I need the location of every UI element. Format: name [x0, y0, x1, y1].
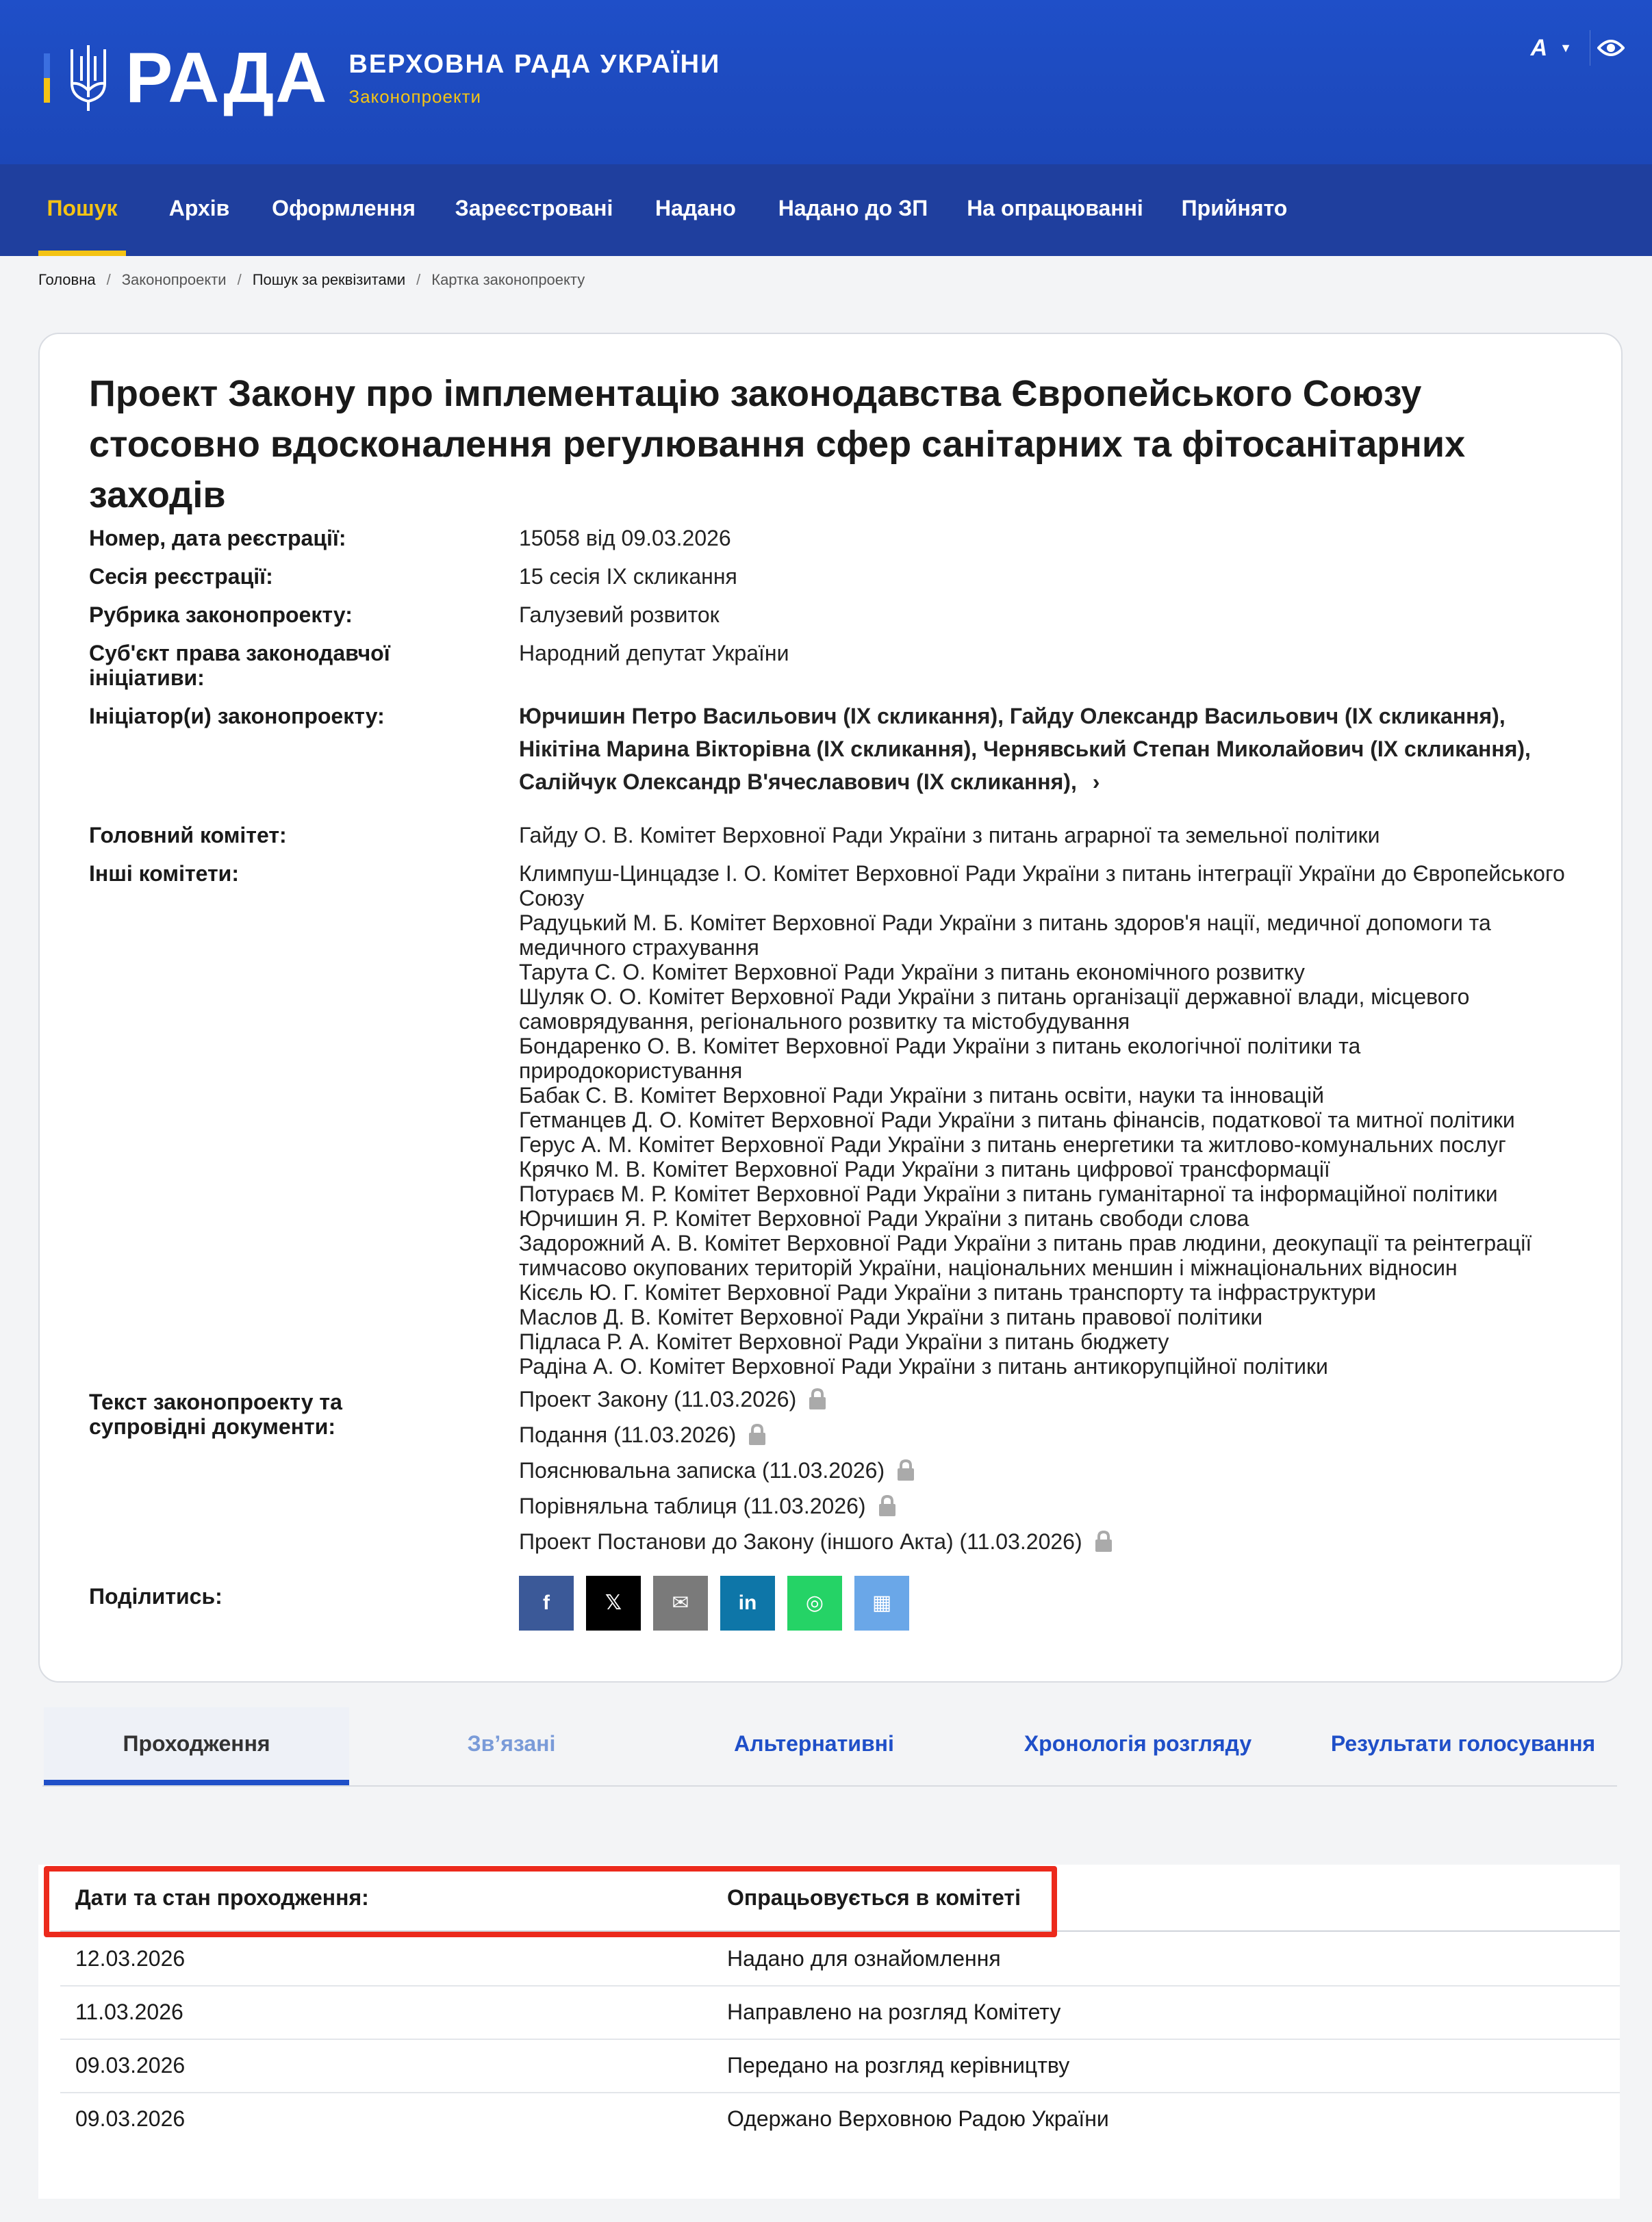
table-row	[60, 2092, 1620, 2145]
trident-icon	[66, 42, 110, 114]
status-head-label: Дати та стан проходження:	[75, 1885, 369, 1910]
committee-item: Підласа Р. А. Комітет Верховної Ради України з питань бюджету	[519, 1329, 1169, 1354]
lock-icon	[1093, 1530, 1114, 1553]
breadcrumb-separator: /	[416, 271, 421, 288]
breadcrumb-separator: /	[106, 271, 111, 288]
font-size-switch[interactable]	[1513, 30, 1590, 66]
docs-list	[519, 1381, 1587, 1559]
bill-tabs	[42, 1707, 1617, 1787]
org-name: ВЕРХОВНА РАДА УКРАЇНИ	[348, 49, 721, 79]
docs-label: Текст законопроекту та супровідні документи:	[89, 1390, 342, 1439]
facebook-share-button[interactable]	[519, 1576, 574, 1631]
committee-item: Шуляк О. О. Комітет Верховної Ради України з питань організації державної влади, місцевого самоврядування, регіонального розвитку та містобудування	[519, 984, 1470, 1034]
doc-link[interactable]: Проект Постанови до Закону (іншого Акта) (11.03.2026)	[519, 1524, 1587, 1559]
tab-passage[interactable]: Проходження	[44, 1707, 349, 1784]
lock-icon	[877, 1494, 898, 1518]
session-value: 15 сесія IX скликання	[519, 564, 737, 589]
section-name: Законопроекти	[348, 86, 482, 107]
logo-word: РАДА	[125, 38, 329, 118]
committee-item: Кісєль Ю. Г. Комітет Верховної Ради України з питань транспорту та інфраструктури	[519, 1280, 1376, 1305]
committee-item: Маслов Д. В. Комітет Верховної Ради України з питань правової політики	[519, 1305, 1263, 1329]
main-committee-label: Головний комітет:	[89, 823, 287, 847]
committee-item: Крячко М. В. Комітет Верховної Ради України з питань цифрової трансформації	[519, 1157, 1330, 1182]
qr-icon: ▦	[872, 1592, 892, 1614]
committee-item: Климпуш-Цинцадзе І. О. Комітет Верховної Ради України з питань інтеграції України до Європейського Союзу	[519, 861, 1565, 910]
linkedin-icon: in	[738, 1592, 757, 1614]
status-state: Надано для ознайомлення	[727, 1946, 1001, 1971]
doc-link[interactable]: Порівняльна таблиця (11.03.2026)	[519, 1488, 1587, 1524]
chevron-down-icon: ▼	[1560, 40, 1572, 55]
reg-value: 15058 від 09.03.2026	[519, 526, 731, 550]
breadcrumb-current: Картка законопроекту	[431, 271, 585, 288]
tab-chronology[interactable]: Хронологія розгляду	[1024, 1731, 1252, 1756]
qr-share-button[interactable]	[854, 1576, 909, 1631]
table-row	[60, 1932, 1620, 1987]
status-state: Передано на розгляд керівництву	[727, 2053, 1070, 2078]
site-logo[interactable]	[44, 38, 721, 118]
committee-item: Гетманцев Д. О. Комітет Верховної Ради України з питань фінансів, податкової та митної політики	[519, 1108, 1515, 1132]
email-icon: ✉	[672, 1592, 689, 1614]
committee-item: Задорожний А. В. Комітет Верховної Ради України з питань прав людини, деокупації та реінтеграції тимчасово окупованих територій України, національних меншин і міжнаціональних відносин	[519, 1231, 1532, 1280]
committee-item: Тарута С. О. Комітет Верховної Ради України з питань економічного розвитку	[519, 960, 1305, 984]
breadcrumb-home[interactable]: Головна	[38, 271, 96, 288]
share-label: Поділитись:	[89, 1584, 223, 1609]
committee-item: Бондаренко О. В. Комітет Верховної Ради України з питань екологічної політики та природокористування	[519, 1034, 1361, 1083]
site-header	[0, 0, 1652, 164]
initiators-value	[519, 700, 1587, 798]
nav-item-search[interactable]: Пошук	[38, 164, 126, 256]
whatsapp-icon: ◎	[805, 1592, 824, 1614]
rubric-value: Галузевий розвиток	[519, 602, 720, 627]
status-state: Направлено на розгляд Комітету	[727, 2000, 1061, 2024]
nav-item-registered[interactable]: Зареєстровані	[455, 196, 613, 220]
lock-icon	[747, 1423, 767, 1446]
tab-related: Зв’язані	[467, 1731, 556, 1756]
session-label: Сесія реєстрації:	[89, 564, 273, 589]
lock-icon	[895, 1459, 916, 1482]
tab-alternative[interactable]: Альтернативні	[734, 1731, 894, 1756]
table-row	[60, 1985, 1620, 2040]
rubric-label: Рубрика законопроекту:	[89, 602, 353, 627]
committee-item: Юрчишин Я. Р. Комітет Верховної Ради України з питань свободи слова	[519, 1206, 1249, 1231]
highlight-box	[44, 1866, 1057, 1937]
main-committee-value: Гайду О. В. Комітет Верховної Ради України з питань аграрної та земельної політики	[519, 823, 1380, 847]
status-head-value: Опрацьовується в комітеті	[727, 1885, 1021, 1910]
committee-item: Потураєв М. Р. Комітет Верховної Ради України з питань гуманітарної та інформаційної політики	[519, 1182, 1498, 1206]
status-date: 11.03.2026	[75, 2000, 183, 2024]
facebook-icon: f	[543, 1592, 550, 1614]
flag-icon	[44, 53, 50, 103]
nav-item-adopted[interactable]: Прийнято	[1181, 196, 1288, 220]
tab-voting-results[interactable]: Результати голосування	[1330, 1731, 1596, 1756]
subject-value: Народний депутат України	[519, 641, 789, 665]
initiators-label: Ініціатор(и) законопроекту:	[89, 704, 385, 728]
bill-title: Проект Закону про імплементацію законодавства Європейського Союзу стосовно вдосконалення регулювання сфер санітарних та фітосанітарних заходів	[89, 373, 1466, 515]
status-date: 09.03.2026	[75, 2053, 186, 2078]
nav-item-archive[interactable]: Архів	[168, 196, 230, 220]
breadcrumb-separator: /	[237, 271, 242, 288]
nav-item-submitted-zp[interactable]: Надано до ЗП	[778, 196, 928, 220]
nav-item-in-progress[interactable]: На опрацюванні	[967, 196, 1143, 220]
passage-status-table	[38, 1865, 1620, 2199]
visibility-button[interactable]	[1590, 30, 1631, 66]
font-size-label: A	[1530, 34, 1548, 61]
share-buttons	[519, 1576, 1587, 1631]
chevron-right-icon[interactable]: ›	[1092, 769, 1100, 794]
nav-item-submitted[interactable]: Надано	[655, 196, 736, 220]
doc-link[interactable]: Пояснювальна записка (11.03.2026)	[519, 1453, 1587, 1488]
committee-item: Бабак С. В. Комітет Верховної Ради України з питань освіти, науки та інновацій	[519, 1083, 1324, 1108]
whatsapp-share-button[interactable]	[787, 1576, 842, 1631]
eye-icon	[1597, 38, 1625, 58]
reg-label: Номер, дата реєстрації:	[89, 526, 346, 550]
x-share-button[interactable]	[586, 1576, 641, 1631]
x-icon: 𝕏	[605, 1592, 622, 1614]
nav-item-formatting[interactable]: Оформлення	[272, 196, 416, 220]
main-nav	[0, 164, 1652, 256]
table-row	[60, 2039, 1620, 2093]
breadcrumb	[38, 271, 585, 289]
lock-icon	[807, 1388, 828, 1411]
breadcrumb-search[interactable]: Пошук за реквізитами	[252, 271, 406, 288]
other-committees-list	[519, 861, 1587, 1379]
bill-card	[38, 333, 1623, 1683]
committee-item: Радуцький М. Б. Комітет Верховної Ради України з питань здоров'я нації, медичної допомоги та медичного страхування	[519, 910, 1491, 960]
committee-item: Радіна А. О. Комітет Верховної Ради України з питань антикорупційної політики	[519, 1354, 1328, 1379]
subject-label: Суб'єкт права законодавчої ініціативи:	[89, 641, 390, 690]
status-date: 09.03.2026	[75, 2106, 186, 2131]
doc-link[interactable]: Проект Закону (11.03.2026)	[519, 1381, 1587, 1417]
email-share-button[interactable]	[653, 1576, 708, 1631]
linkedin-share-button[interactable]	[720, 1576, 775, 1631]
doc-link[interactable]: Подання (11.03.2026)	[519, 1417, 1587, 1453]
status-date: 12.03.2026	[75, 1946, 186, 1971]
initiators-list: Юрчишин Петро Васильович (IX скликання), Гайду Олександр Васильович (IX скликання), Нікітіна Марина Вікторівна (IX скликання), Чернявський Степан Миколайович (IX скликання), Салійчук Олександр В'ячеславович (IX скликання),	[519, 704, 1531, 794]
other-committees-label: Інші комітети:	[89, 861, 239, 886]
status-state: Одержано Верховною Радою України	[727, 2106, 1109, 2131]
breadcrumb-bills[interactable]: Законопроекти	[121, 271, 227, 288]
committee-item: Герус А. М. Комітет Верховної Ради України з питань енергетики та житлово-комунальних послуг	[519, 1132, 1506, 1157]
